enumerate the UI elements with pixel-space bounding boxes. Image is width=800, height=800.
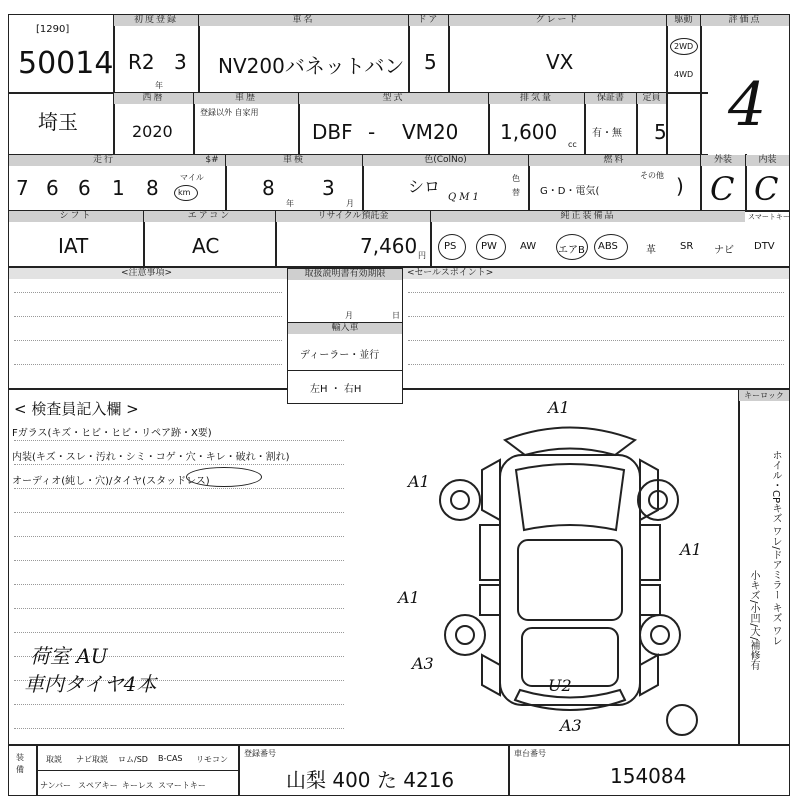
equip-leather: 革 — [646, 245, 656, 256]
color-code: QM1 — [448, 192, 482, 203]
smeter-label: $# — [199, 155, 225, 166]
fuel-close: ) — [676, 174, 684, 198]
chassis-value: 154084 — [610, 764, 687, 788]
plate-value: 山梨 400 た 4216 — [286, 768, 455, 792]
model-name-label: 車名 — [199, 15, 408, 26]
score-label: 評価点 — [701, 15, 789, 26]
windshield — [516, 464, 624, 530]
mileage-unit: km — [178, 188, 191, 197]
damage-mark-front: A1 — [548, 398, 570, 417]
handwritten-note-1: 荷室 AU — [30, 644, 108, 668]
ac-label: エアコン — [144, 211, 275, 222]
legend-vertical: ホイル・CPキズ ワレ/ドアミラー キズ ワレ — [770, 450, 781, 646]
manual-day: 日 — [392, 311, 400, 320]
handwritten-note-2: 車内タイヤ4本 — [24, 672, 157, 696]
equip-dtv: DTV — [754, 241, 775, 252]
footer-equipment-label: 装備 — [16, 753, 24, 774]
damage-mark-rear-left: A3 — [412, 654, 434, 673]
footer-item-plate: ナンバー — [40, 781, 72, 790]
spare-wheel — [667, 705, 697, 735]
legend-vertical-2: 小キズ/小凹/大/補修有 — [748, 570, 759, 671]
inspector-line-2: 内装(キズ・スレ・汚れ・シミ・コゲ・穴・キレ・破れ・割れ) — [12, 452, 290, 463]
manual-month: 月 — [345, 311, 353, 320]
model-code-label: 型式 — [299, 93, 488, 104]
exterior-value: C — [710, 170, 735, 208]
footer-item-rom: ロム/SD — [118, 755, 148, 764]
studless-circle — [186, 467, 262, 487]
displacement-label: 排気量 — [489, 93, 584, 104]
shift-value: IAT — [58, 234, 89, 258]
recycle-label: リサイクル預託金 — [276, 211, 430, 222]
front-bumper — [505, 428, 635, 456]
recycle-unit: 円 — [418, 251, 426, 260]
chassis-label: 車台番号 — [514, 749, 546, 758]
damage-mark-rear-bumper: A3 — [560, 716, 582, 735]
lot-tag: [1290] — [36, 24, 70, 35]
damage-mark-right: A1 — [680, 540, 702, 559]
damage-mark-rear: U2 — [548, 676, 572, 695]
capacity-value: 5 — [654, 120, 667, 144]
manual-label: 取扱説明書有効期限 — [288, 269, 402, 280]
footer-item-smart-key: スマートキー — [158, 781, 206, 790]
inspector-line-3: オーディオ(純し・穴)/タイヤ(スタッドレス) — [12, 476, 210, 487]
fuel-other: その他 — [640, 171, 664, 180]
warranty-value: 有・無 — [592, 128, 622, 139]
wheel-rear-right — [640, 615, 680, 655]
fuel-label: 燃料 — [529, 155, 700, 166]
region: 埼玉 — [38, 110, 78, 134]
cc-unit: cc — [568, 140, 577, 149]
inspection-month: 3 — [322, 176, 335, 200]
footer-item-keyless: キーレス — [122, 781, 154, 790]
recycle-value: 7,460 — [360, 234, 418, 258]
fuel-value: G・D・電気( — [540, 186, 600, 197]
year-unit: 年 — [155, 81, 163, 90]
mileage-digit-2: 6 — [46, 176, 59, 200]
inspector-title: < 検査員記入欄 > — [14, 400, 139, 418]
model-name: NV200バネットバン — [218, 54, 405, 78]
plate-label: 登録番号 — [244, 749, 276, 758]
first-reg-label: 初度登録 — [114, 15, 198, 26]
doors-label: ドア — [409, 15, 448, 26]
drive-4wd: 4WD — [674, 70, 694, 79]
equip-aw: AW — [520, 241, 537, 252]
grade-value: VX — [546, 50, 574, 74]
steering-option: 左H ・ 右H — [310, 384, 362, 395]
inspection-month-unit: 月 — [346, 199, 354, 208]
history-note: 登録以外 自家用 — [200, 108, 259, 117]
damage-mark-left-front: A1 — [408, 472, 430, 491]
warranty-label: 保証書 — [585, 93, 636, 104]
drive-label: 駆動 — [667, 15, 700, 26]
footer-item-navi-manual: ナビ取説 — [76, 755, 108, 764]
wheel-front-left — [440, 480, 480, 520]
color-value: シロ — [408, 177, 441, 196]
interior-label: 内装 — [746, 155, 789, 166]
footer-item-remote: リモコン — [196, 755, 228, 764]
interior-value: C — [754, 170, 779, 208]
reg-month: 3 — [174, 50, 187, 74]
mileage-digit-1: 7 — [16, 176, 29, 200]
mileage-unit-alt: マイル — [180, 173, 204, 182]
capacity-label: 定員 — [637, 93, 666, 104]
import-option: ディーラー・並行 — [300, 350, 380, 361]
key-lock-label: キーロック — [739, 390, 789, 401]
year-label: 西暦 — [114, 93, 193, 104]
shift-label: シフト — [9, 211, 143, 222]
damage-mark-left-rear: A1 — [398, 588, 420, 607]
exterior-label: 外装 — [701, 155, 745, 166]
sales-point-label: <セールスポイント> — [403, 268, 789, 279]
roof — [518, 540, 622, 620]
equip-airbag: エアB — [558, 245, 585, 256]
mileage-digit-3: 6 — [78, 176, 91, 200]
doors-value: 5 — [424, 50, 437, 74]
model-code: VM20 — [402, 120, 459, 144]
smart-key-label: スマートキー — [748, 213, 790, 221]
mileage-digit-4: 1 — [112, 176, 125, 200]
year-value: 2020 — [132, 122, 173, 141]
history-label: 車歴 — [194, 93, 298, 104]
equip-sr: SR — [680, 241, 694, 252]
equip-pw: PW — [481, 241, 497, 252]
reg-era-year: R2 — [128, 50, 155, 74]
equip-navi: ナビ — [714, 245, 734, 256]
footer-item-manual: 取説 — [46, 755, 62, 764]
mileage-digit-5: 8 — [146, 176, 159, 200]
inspection-year-unit: 年 — [286, 199, 294, 208]
color-label: 色(ColNo) — [363, 155, 528, 166]
import-label: 輸入車 — [288, 323, 402, 334]
displacement-value: 1,600 — [500, 120, 558, 144]
footer-item-spare-key: スペアキー — [78, 781, 118, 790]
inspector-line-1: Fガラス(キズ・ヒビ・ヒビ・リペア跡・X要) — [12, 428, 212, 439]
score-value: 4 — [728, 70, 767, 140]
model-dash: - — [368, 120, 376, 144]
mileage-label: 走行 — [9, 155, 199, 166]
ac-value: AC — [192, 234, 220, 258]
equip-abs: ABS — [598, 241, 618, 252]
caution-label: <注意事項> — [9, 268, 287, 279]
inspection-year: 8 — [262, 176, 275, 200]
equipment-label: 純正装備品 — [431, 211, 745, 222]
footer-item-bcas: B-CAS — [158, 754, 183, 763]
grade-label: グレード — [449, 15, 666, 26]
equip-ps: PS — [444, 241, 457, 252]
lot-number: 50014 — [18, 46, 114, 81]
inspection-label: 車検 — [226, 155, 362, 166]
model-prefix: DBF — [312, 120, 353, 144]
color-change: 色替 — [512, 174, 520, 197]
drive-2wd: 2WD — [674, 42, 694, 51]
wheel-rear-left — [445, 615, 485, 655]
